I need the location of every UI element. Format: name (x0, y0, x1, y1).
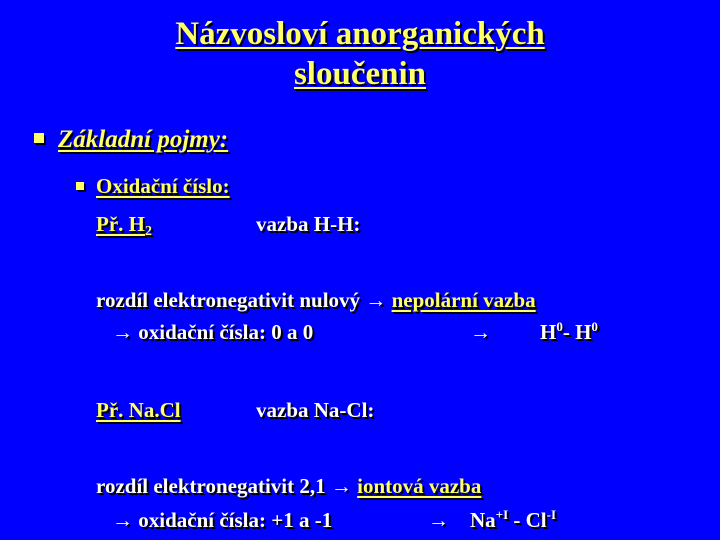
bullet-oxidation-number (76, 174, 230, 199)
title-line-1: Názvosloví anorganických (175, 16, 545, 52)
example-2-line-1-prefix: rozdíl elektronegativit 2,1 → (96, 474, 358, 498)
example-2-oxidation-result: $Na^{+I} - Cl^{-I}$ (470, 507, 557, 532)
bullet-basic-terms (34, 126, 228, 154)
example-1-bond: vazba H-H: (256, 212, 361, 236)
example-1-line-2: → oxidační čísla: 0 a 0 (112, 320, 314, 344)
example-1-bond-type: nepolární vazba (391, 288, 536, 312)
example-1-label-text: Př. H (96, 212, 145, 236)
example-1-label (96, 212, 152, 237)
example-2-label: Př. Na.Cl (96, 398, 181, 422)
example-1-line-1 (96, 288, 536, 313)
title-line-2: sloučenin (293, 56, 427, 92)
example-2-line-1 (96, 474, 481, 499)
square-bullet-icon (76, 182, 84, 190)
example-1-oxidation-result: $H^0-$ $H^0$ (540, 319, 598, 344)
example-1-line-1-prefix: rozdíl elektronegativit nulový → (96, 288, 392, 312)
example-1-subscript: 2 (144, 224, 152, 239)
bullet-basic-terms-label: Základní pojmy: (58, 126, 229, 153)
example-1-arrow: → (470, 320, 491, 344)
slide-title (0, 14, 720, 94)
example-2-line-2: → oxidační čísla: +1 a -1 (112, 508, 333, 532)
example-2-bond-type: iontová vazba (357, 474, 482, 498)
square-bullet-icon (34, 133, 44, 143)
bullet-oxidation-number-label: Oxidační číslo: (96, 174, 230, 198)
example-2-bond: vazba Na-Cl: (256, 398, 375, 422)
example-2-arrow: → (428, 508, 449, 532)
